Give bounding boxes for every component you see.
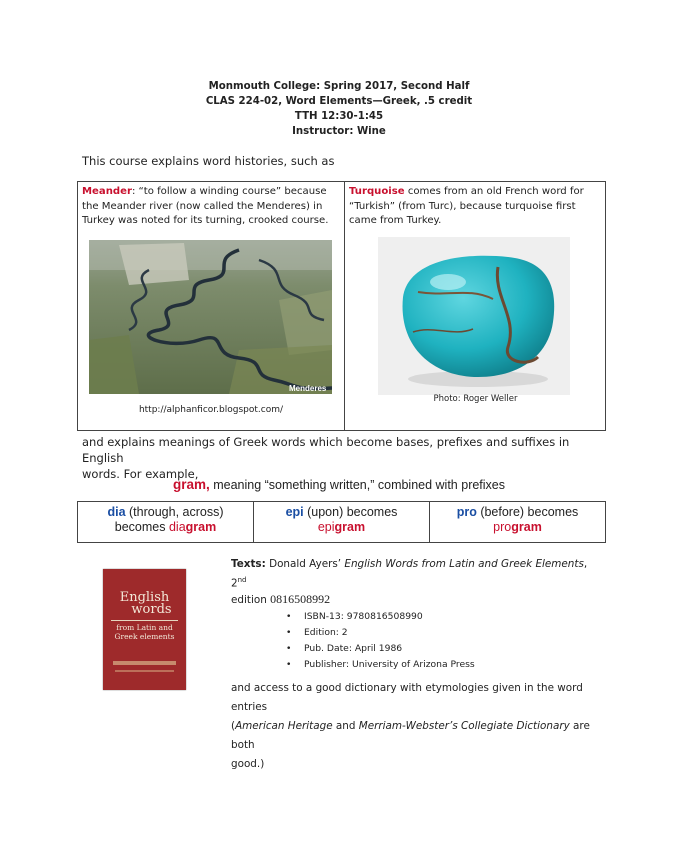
book-cover-band <box>113 661 176 665</box>
access-line-3: good.) <box>231 758 265 770</box>
turquoise-stone-image <box>378 237 570 395</box>
turquoise-description <box>349 185 605 229</box>
course-header <box>0 79 678 139</box>
meander-term: Meander <box>82 186 132 197</box>
prefix-epi: epi <box>285 505 304 519</box>
word-pro-gram: gram <box>511 520 542 534</box>
meander-river-photo <box>89 240 332 394</box>
textbook-info <box>231 556 601 608</box>
texts-comma: , 2 <box>231 558 588 590</box>
word-epi: epi <box>317 520 335 534</box>
meander-line-1: : “to follow a winding course” because <box>131 186 327 197</box>
meander-photo-credit: http://alphanficor.blogspot.com/ <box>138 405 284 415</box>
access-open: ( <box>231 720 236 732</box>
menderes-label: Menderes <box>289 384 327 393</box>
book-cover-line-3: from Latin and <box>116 623 173 632</box>
turquoise-photo-credit: Photo: Roger Weller <box>433 394 518 404</box>
turquoise-term: Turquoise <box>349 186 405 197</box>
meander-river-image <box>89 240 332 394</box>
book-cover-line-4: Greek elements <box>114 632 175 641</box>
word-dia-gram: gram <box>185 520 217 534</box>
turquoise-stone-photo <box>378 237 570 395</box>
list-item: • Pub. Date: April 1986 <box>288 641 475 657</box>
book-cover-line-1: English <box>119 590 170 605</box>
turquoise-line-3: came from Turkey. <box>349 215 442 226</box>
texts-edition: edition <box>231 594 271 607</box>
header-schedule: TTH 12:30-1:45 <box>294 111 384 122</box>
book-cover-rule <box>111 620 178 621</box>
prefix-table <box>77 501 606 543</box>
texts-title: English Words from Latin and Greek Elements <box>344 558 584 570</box>
meander-line-2: the Meander river (now called the Menderes) in <box>82 200 323 212</box>
explains-text <box>82 434 602 482</box>
dictionary-note <box>231 679 611 774</box>
gram-word: gram, <box>172 477 210 492</box>
gram-definition <box>0 477 678 492</box>
explains-line-2: words. For example, <box>82 467 199 481</box>
header-college-term: Monmouth College: Spring 2017, Second Half <box>208 81 470 92</box>
list-item: • Edition: 2 <box>288 625 475 641</box>
texts-isbn: 0816508992 <box>270 592 331 607</box>
texts-author: Donald Ayers’ <box>265 558 345 570</box>
turquoise-line-1: comes from an old French word for <box>404 186 584 197</box>
turquoise-line-2: “Turkish” (from Turc), because turquoise first <box>349 200 576 212</box>
prefix-dia-becomes: becomes <box>114 520 169 534</box>
explains-line-1: and explains meanings of Greek words which become bases, prefixes and suffixes in English <box>82 435 570 465</box>
book-cover-line-2: words <box>131 602 172 617</box>
book-cover-image <box>103 569 186 690</box>
book-cover-band-2 <box>115 670 174 672</box>
word-pro: pro <box>493 520 512 534</box>
word-dia: dia <box>168 520 186 534</box>
prefix-epi-meaning: (upon) becomes <box>303 505 398 519</box>
access-line-2-end: are both <box>231 720 590 751</box>
meander-description <box>82 185 344 229</box>
word-epi-gram: gram <box>334 520 366 534</box>
intro-text: This course explains word histories, such as <box>82 154 335 168</box>
table-divider <box>344 182 345 430</box>
book-details-list <box>288 609 475 673</box>
dictionary-american-heritage: American Heritage <box>235 720 333 732</box>
list-item: • Publisher: University of Arizona Press <box>288 657 475 673</box>
meander-line-3: Turkey was noted for its turning, crooked course. <box>82 215 329 226</box>
book-cover-title <box>103 591 186 641</box>
prefix-cell-dia <box>78 502 253 542</box>
dictionary-merriam-webster: Merriam-Webster’s Collegiate Dictionary <box>358 720 570 732</box>
prefix-dia: dia <box>107 505 126 519</box>
texts-sup: nd <box>237 576 247 584</box>
prefix-pro-meaning: (before) becomes <box>476 505 579 519</box>
prefix-cell-epi <box>253 502 429 542</box>
access-and: and <box>332 720 359 732</box>
prefix-dia-meaning: (through, across) <box>125 505 224 519</box>
prefix-pro: pro <box>456 505 477 519</box>
gram-meaning: meaning “something written,” combined with prefixes <box>209 478 506 492</box>
header-course-code: CLAS 224-02, Word Elements—Greek, .5 credit <box>205 96 473 107</box>
access-line-1: and access to a good dictionary with etymologies given in the word entries <box>231 682 583 713</box>
list-item: • ISBN-13: 9780816508990 <box>288 609 475 625</box>
header-instructor: Instructor: Wine <box>292 126 386 137</box>
word-history-table <box>77 181 606 431</box>
texts-label: Texts: <box>231 558 266 570</box>
prefix-cell-pro <box>429 502 605 542</box>
